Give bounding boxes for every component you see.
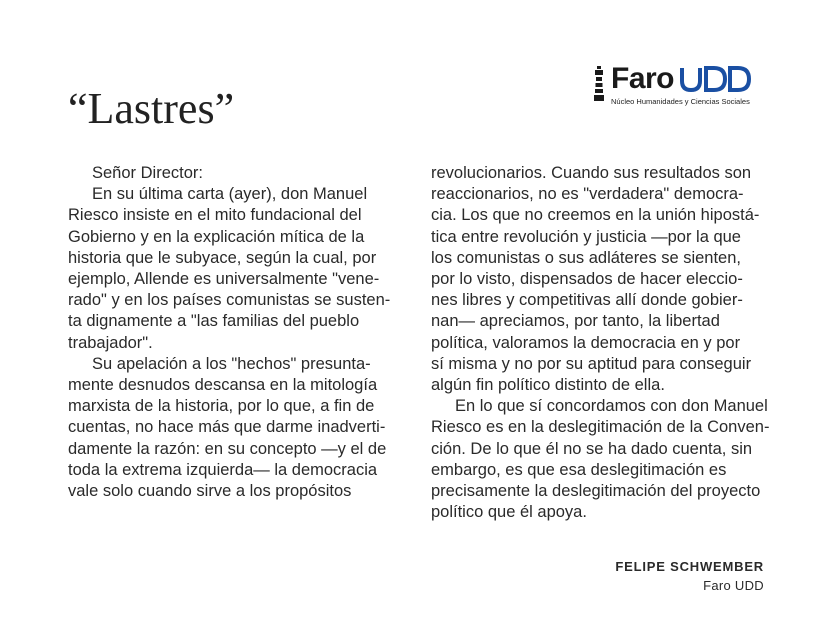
article-title: “Lastres” bbox=[68, 84, 235, 133]
article-column-left bbox=[68, 163, 413, 502]
text-line: tica entre revolución y justicia —por la que bbox=[431, 227, 741, 246]
text-line: ejemplo, Allende es universalmente "vene- bbox=[68, 270, 380, 289]
text-line: Su apelación a los "hechos" presunta- bbox=[92, 354, 371, 373]
text-line: trabajador". bbox=[68, 333, 153, 352]
author-name: FELIPE SCHWEMBER bbox=[615, 559, 764, 574]
text-line: Gobierno y en la explicación mítica de la bbox=[68, 227, 365, 246]
text-line: política, valoramos la democracia en y por bbox=[431, 333, 741, 352]
faro-udd-logo bbox=[592, 64, 762, 108]
text-line: cuentas, no hace más que darme inadverti- bbox=[68, 418, 386, 437]
text-line: damente la razón: en su concepto —y el de bbox=[68, 439, 387, 458]
text-line: mente desnudos descansa en la mitología bbox=[68, 376, 378, 395]
logo-subtitle: Núcleo Humanidades y Ciencias Sociales bbox=[611, 97, 750, 106]
text-line: cia. Los que no creemos en la unión hipostá- bbox=[431, 206, 760, 225]
text-line: nes libres y competitivas allí donde gobier- bbox=[431, 291, 743, 310]
text-line: Riesco es en la deslegitimación de la Conven- bbox=[431, 418, 770, 437]
text-line: rado" y en los países comunistas se susten- bbox=[68, 291, 391, 310]
text-line: revolucionarios. Cuando sus resultados son bbox=[431, 164, 752, 182]
text-line: embargo, es que esa deslegitimación es bbox=[431, 460, 727, 479]
lighthouse-icon bbox=[592, 66, 606, 102]
text-line: En su última carta (ayer), don Manuel bbox=[92, 185, 368, 204]
text-line: En lo que sí concordamos con don Manuel bbox=[455, 397, 768, 416]
text-line: por lo visto, dispensados de hacer eleccio- bbox=[431, 270, 743, 289]
text-line: ta dignamente a "las familias del pueblo bbox=[68, 312, 360, 331]
text-line: nan— apreciamos, por tanto, la libertad bbox=[431, 312, 720, 331]
text-line: ción. De lo que él no se ha dado cuenta, sin bbox=[431, 439, 753, 458]
text-line: reaccionarios, no es "verdadera" democra- bbox=[431, 185, 744, 204]
text-line: los comunistas o sus adláteres se sienten, bbox=[431, 248, 741, 267]
logo-name: Faro bbox=[611, 62, 675, 95]
article-column-right bbox=[431, 163, 771, 523]
text-line: toda la extrema izquierda— la democracia bbox=[68, 460, 378, 479]
author-organization: Faro UDD bbox=[703, 578, 764, 593]
text-line: algún fin político distinto de ella. bbox=[431, 376, 665, 395]
text-line: precisamente la deslegitimación del proyecto bbox=[431, 482, 761, 501]
text-line: Señor Director: bbox=[92, 164, 203, 182]
udd-wordmark bbox=[680, 66, 752, 92]
signature-block bbox=[615, 557, 764, 595]
text-line: vale solo cuando sirve a los propósitos bbox=[68, 482, 352, 501]
text-line: político que él apoya. bbox=[431, 503, 587, 522]
text-line: Riesco insiste en el mito fundacional del bbox=[68, 206, 362, 225]
text-line: historia que le subyace, según la cual, por bbox=[68, 248, 377, 267]
text-line: marxista de la historia, por lo que, a fin de bbox=[68, 397, 375, 416]
text-line: sí misma y no por su aptitud para conseguir bbox=[431, 354, 752, 373]
